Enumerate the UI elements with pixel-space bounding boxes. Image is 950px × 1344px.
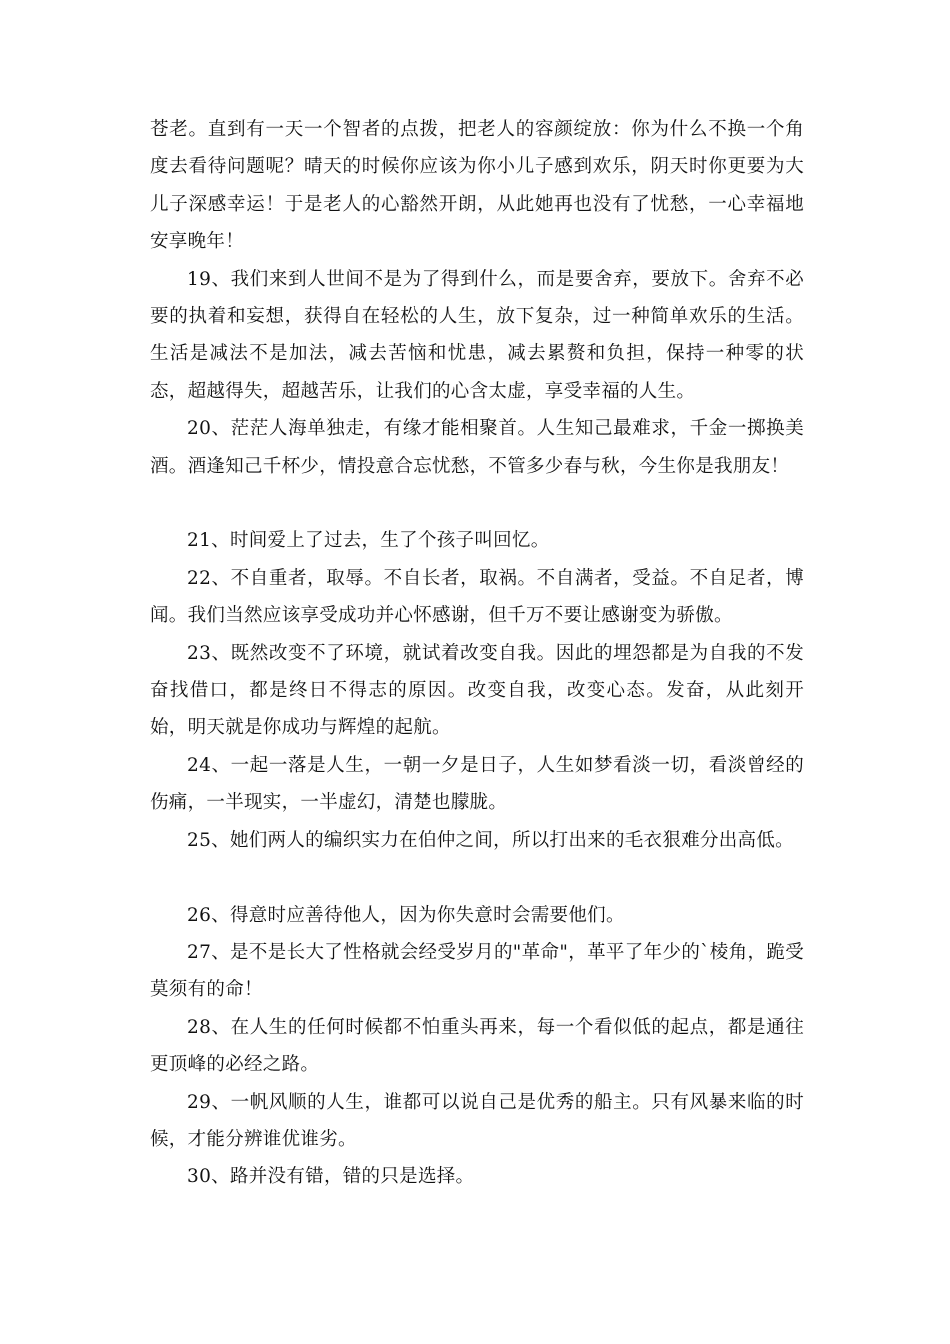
paragraph-continuation: 苍老。直到有一天一个智者的点拨，把老人的容颜绽放：你为什么不换一个角度去看待问题呢？晴天的时候你应该为你小儿子感到欢乐，阴天时你更要为大儿子深感幸运！于是老人的心豁然开朗，从此她再也没有了忧愁，一心幸福地安享晚年！ — [150, 119, 804, 253]
paragraph-29: 29、一帆风顺的人生，谁都可以说自己是优秀的船主。只有风暴来临的时候，才能分辨谁优谁劣。 — [150, 1091, 804, 1150]
paragraph-19: 19、我们来到人世间不是为了得到什么，而是要舍弃，要放下。舍弃不必要的执着和妄想，获得自在轻松的人生，放下复杂，过一种简单欢乐的生活。生活是减法不是加法，减去苦恼和忧患，减去累赘和负担，保持一种零的状态，超越得失，超越苦乐，让我们的心含太虚，享受幸福的人生。 — [150, 268, 804, 402]
paragraph-23: 23、既然改变不了环境，就试着改变自我。因此的埋怨都是为自我的不发奋找借口，都是终日不得志的原因。改变自我，改变心态。发奋，从此刻开始，明天就是你成功与辉煌的起航。 — [150, 642, 804, 739]
paragraph-24: 24、一起一落是人生，一朝一夕是日子，人生如梦看淡一切，看淡曾经的伤痛，一半现实，一半虚幻，清楚也朦胧。 — [150, 754, 804, 814]
paragraph-25: 25、她们两人的编织实力在伯仲之间，所以打出来的毛衣狠难分出高低。 — [187, 829, 794, 851]
paragraph-22: 22、不自重者，取辱。不自长者，取祸。不自满者，受益。不自足者，博闻。我们当然应该享受成功并心怀感谢，但千万不要让感谢变为骄傲。 — [150, 567, 804, 627]
paragraph-21: 21、时间爱上了过去，生了个孩子叫回忆。 — [187, 530, 550, 552]
paragraph-20: 20、茫茫人海单独走，有缘才能相聚首。人生知己最难求，千金一掷换美酒。酒逢知己千杯少，情投意合忘忧愁，不管多少春与秋，今生你是我朋友！ — [150, 418, 804, 477]
document-body — [150, 111, 804, 1196]
blank-line — [150, 485, 804, 522]
paragraph-26: 26、得意时应善待他人，因为你失意时会需要他们。 — [187, 904, 625, 926]
blank-line — [150, 859, 804, 896]
paragraph-28: 28、在人生的任何时候都不怕重头再来，每一个看似低的起点，都是通往更顶峰的必经之路。 — [150, 1016, 804, 1076]
paragraph-27: 27、是不是长大了性格就会经受岁月的"革命"，革平了年少的`棱角，跪受莫须有的命！ — [150, 941, 804, 1001]
paragraph-30: 30、路并没有错，错的只是选择。 — [187, 1166, 475, 1188]
